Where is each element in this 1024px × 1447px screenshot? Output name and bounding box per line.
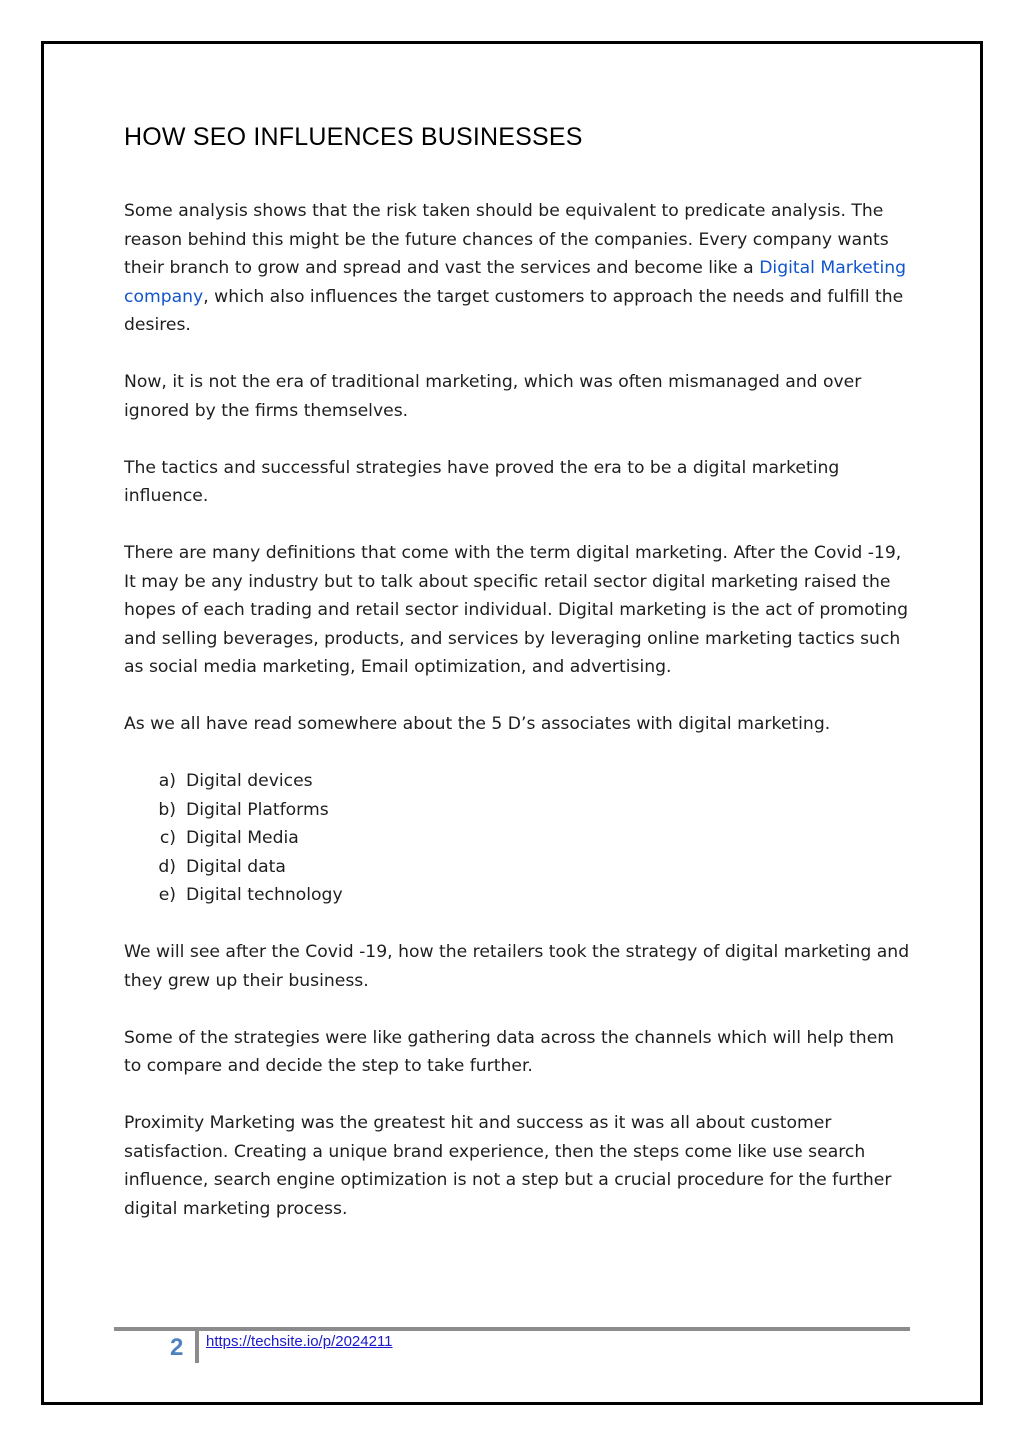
list-item (124, 853, 914, 882)
five-ds-list (124, 767, 914, 910)
list-item (124, 767, 914, 796)
paragraph-intro-end: , which also influences the target customers to approach the needs and fulfill the desires. (124, 286, 904, 335)
footer-vertical-divider (195, 1331, 199, 1363)
paragraph-proximity-marketing: Proximity Marketing was the greatest hit and success as it was all about customer satisfaction. Creating a unique brand experience, then the steps come like use search influence, search engine optimization is not a step but a crucial procedure for the further digital marketing process. (124, 1113, 892, 1219)
list-item-text: Digital technology (186, 885, 343, 905)
list-item (124, 796, 914, 825)
paragraph-intro (124, 197, 914, 340)
list-item (124, 881, 914, 910)
list-item-text: Digital devices (186, 771, 313, 791)
list-marker: b) (158, 799, 176, 820)
footer-url-link[interactable]: https://techsite.io/p/2024211 (206, 1333, 393, 1350)
paragraph-traditional-marketing: Now, it is not the era of traditional marketing, which was often mismanaged and over ignored by the firms themselves. (124, 372, 862, 421)
digital-marketing-company-link[interactable]: Digital Marketing company (124, 258, 907, 307)
list-marker: d) (158, 856, 176, 877)
list-item-text: Digital Platforms (186, 799, 329, 820)
list-marker: c) (159, 828, 176, 848)
paragraph-intro-start: Some analysis shows that the risk taken should be equivalent to predicate analysis. The reason behind this might be the future chances of the companies. Every company wants their branch to grow and spread and vast the services and become like a (124, 201, 889, 278)
paragraph-tactics: The tactics and successful strategies have proved the era to be a digital marketing influence. (124, 457, 840, 506)
page-number: 2 (170, 1334, 184, 1361)
list-item (124, 824, 914, 853)
list-marker: a) (158, 771, 176, 791)
list-item-text: Digital Media (186, 828, 299, 848)
footer-divider (114, 1327, 910, 1331)
paragraph-retailers: We will see after the Covid -19, how the retailers took the strategy of digital marketing and they grew up their business. (124, 942, 910, 991)
paragraph-definitions: There are many definitions that come with the term digital marketing. After the Covid -19, It may be any industry but to talk about specific retail sector digital marketing raised the hopes of each trading and retail sector individual. Digital marketing is the act of promoting and selling beverages, products, and services by leveraging online marketing tactics such as social media marketing, Email optimization, and advertising. (124, 543, 909, 677)
list-item-text: Digital data (186, 856, 286, 877)
paragraph-five-ds: As we all have read somewhere about the 5 D’s associates with digital marketing. (124, 714, 831, 734)
document-title: HOW SEO INFLUENCES BUSINESSES (124, 123, 583, 151)
paragraph-strategies: Some of the strategies were like gathering data across the channels which will help them to compare and decide the step to take further. (124, 1027, 895, 1076)
list-marker: e) (158, 885, 176, 905)
document-body (124, 118, 914, 1252)
